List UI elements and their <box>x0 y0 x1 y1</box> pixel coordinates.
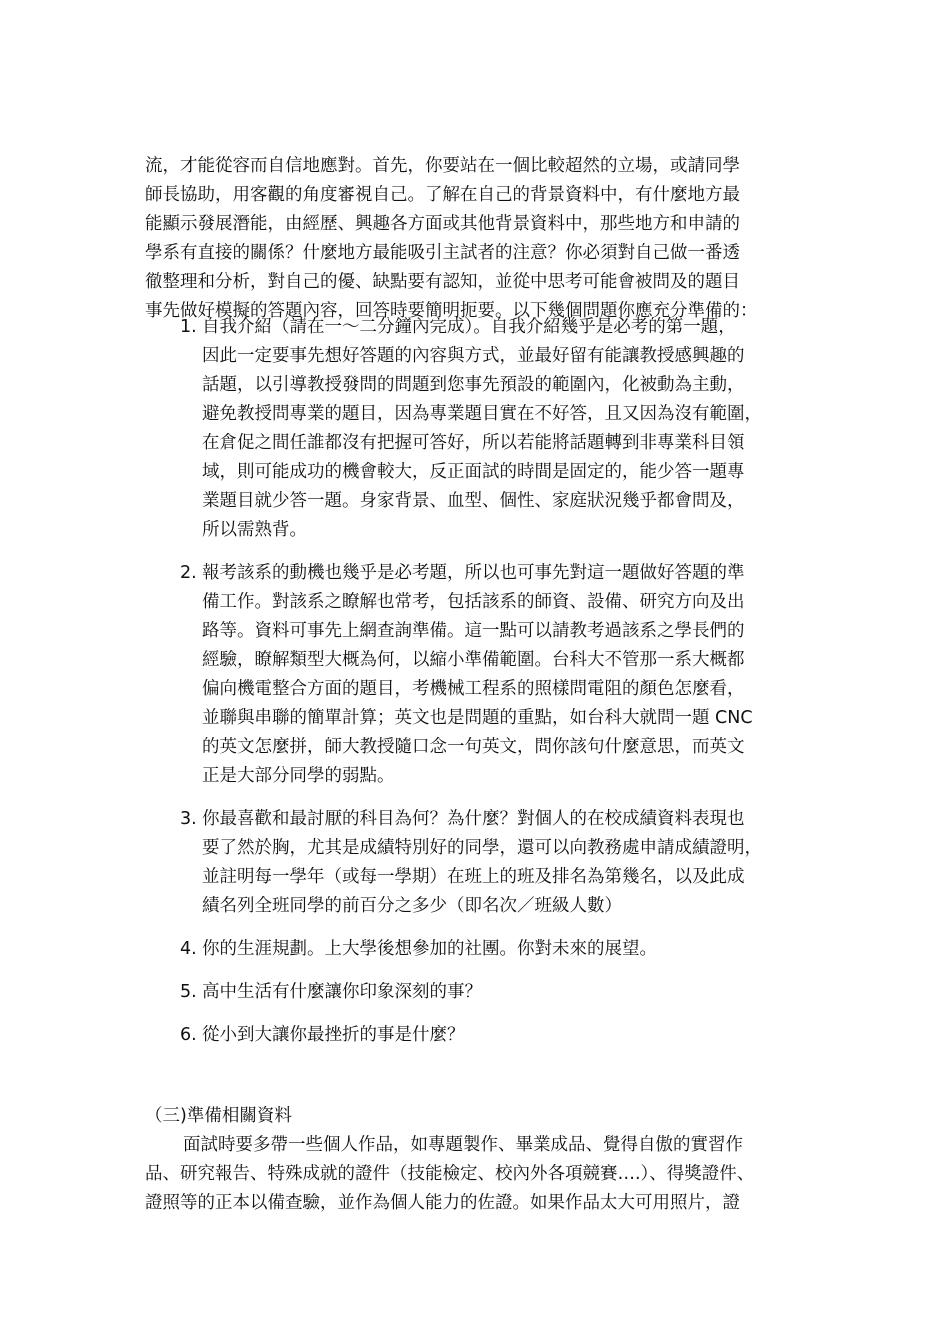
intro-line: 事先做好模擬的答題內容，回答時要簡明扼要。以下幾個問題你應充分準備的： <box>145 301 758 321</box>
list-item-line: 所以需熟背。 <box>202 520 307 540</box>
intro-line: 學系有直接的關係？什麼地方最能吸引主試者的注意？你必須對自己做一番透 <box>145 243 740 263</box>
list-item <box>180 559 830 791</box>
list-item-text <box>202 935 830 964</box>
list-item-text <box>202 559 830 791</box>
list-item-line: 因此一定要事先想好答題的內容與方式，並最好留有能讓教授感興趣的 <box>202 346 745 366</box>
list-item <box>180 805 830 921</box>
section-prepare-materials <box>145 1102 825 1218</box>
list-item-line: 績名列全班同學的前百分之多少（即名次／班級人數） <box>202 896 622 916</box>
list-item-line: 在倉促之間任誰都沒有把握可答好，所以若能將話題轉到非專業科目領 <box>202 433 745 453</box>
section-line: 證照等的正本以備查驗，並作為個人能力的佐證。如果作品太大可用照片，證 <box>145 1193 740 1213</box>
list-item <box>180 1021 830 1050</box>
intro-paragraph <box>145 152 825 326</box>
list-item-text <box>202 805 830 921</box>
list-item-number: 4. <box>180 939 197 959</box>
intro-line: 流，才能從容而自信地應對。首先，你要站在一個比較超然的立場，或請同學 <box>145 156 740 176</box>
question-list <box>180 313 830 1064</box>
list-item-line: 你的生涯規劃。上大學後想參加的社團。你對未來的展望。 <box>202 939 657 959</box>
list-item-line: 路等。資料可事先上網查詢準備。這一點可以請教考過該系之學長們的 <box>202 621 745 641</box>
list-item-number: 6. <box>180 1025 197 1045</box>
list-item-line: 要了然於胸，尤其是成績特別好的同學，還可以向教務處申請成績證明， <box>202 838 762 858</box>
list-item-number: 2. <box>180 563 197 583</box>
list-item-line: 經驗，瞭解類型大概為何，以縮小準備範圍。台科大不管那一系大概都 <box>202 650 745 670</box>
list-item-line: 話題，以引導教授發問的問題到您事先預設的範圍內，化被動為主動， <box>202 375 745 395</box>
intro-line: 徹整理和分析，對自己的優、缺點要有認知，並從中思考可能會被問及的題目 <box>145 272 740 292</box>
intro-line: 師長協助，用客觀的角度審視自己。了解在自己的背景資料中，有什麼地方最 <box>145 185 740 205</box>
list-item-text <box>202 313 830 545</box>
list-item-number: 3. <box>180 809 197 829</box>
list-item-line: 業題目就少答一題。身家背景、血型、個性、家庭狀況幾乎都會問及， <box>202 491 745 511</box>
list-item <box>180 978 830 1007</box>
list-item-line: 從小到大讓你最挫折的事是什麼？ <box>202 1025 465 1045</box>
list-item-line: 備工作。對該系之瞭解也常考，包括該系的師資、設備、研究方向及出 <box>202 592 745 612</box>
list-item-line: 的英文怎麼拼，師大教授隨口念一句英文，問你該句什麼意思，而英文 <box>202 737 745 757</box>
list-item-line: 高中生活有什麼讓你印象深刻的事？ <box>202 982 482 1002</box>
list-item-line: 偏向機電整合方面的題目，考機械工程系的照樣問電阻的顏色怎麼看， <box>202 679 745 699</box>
list-item-number: 5. <box>180 982 197 1002</box>
list-item-text <box>202 1021 830 1050</box>
list-item-line: 你最喜歡和最討厭的科目為何？為什麼？對個人的在校成績資料表現也 <box>202 809 745 829</box>
list-item-line: 報考該系的動機也幾乎是必考題，所以也可事先對這一題做好答題的準 <box>202 563 745 583</box>
list-item-number: 1. <box>180 317 197 337</box>
list-item-line: 並聯與串聯的簡單計算；英文也是問題的重點，如台科大就問一題 CNC <box>202 708 753 728</box>
section-line: 品、研究報告、特殊成就的證件（技能檢定、校內外各項競賽….）、得獎證件、 <box>145 1164 755 1184</box>
list-item-line: 避免教授問專業的題目，因為專業題目實在不好答，且又因為沒有範圍， <box>202 404 762 424</box>
list-item-line: 自我介紹（請在一～二分鐘內完成）。自我介紹幾乎是必考的第一題， <box>202 317 736 337</box>
intro-line: 能顯示發展潛能，由經歷、興趣各方面或其他背景資料中，那些地方和申請的 <box>145 214 740 234</box>
section-line: 面試時要多帶一些個人作品，如專題製作、畢業成品、覺得自傲的實習作 <box>183 1135 743 1155</box>
list-item <box>180 313 830 545</box>
list-item-line: 並註明每一學年（或每一學期）在班上的班及排名為第幾名，以及此成 <box>202 867 745 887</box>
list-item-line: 域，則可能成功的機會較大，反正面試的時間是固定的，能少答一題專 <box>202 462 745 482</box>
list-item-text <box>202 978 830 1007</box>
list-item <box>180 935 830 964</box>
section-heading: （三)準備相關資料 <box>145 1106 292 1126</box>
list-item-line: 正是大部分同學的弱點。 <box>202 766 395 786</box>
